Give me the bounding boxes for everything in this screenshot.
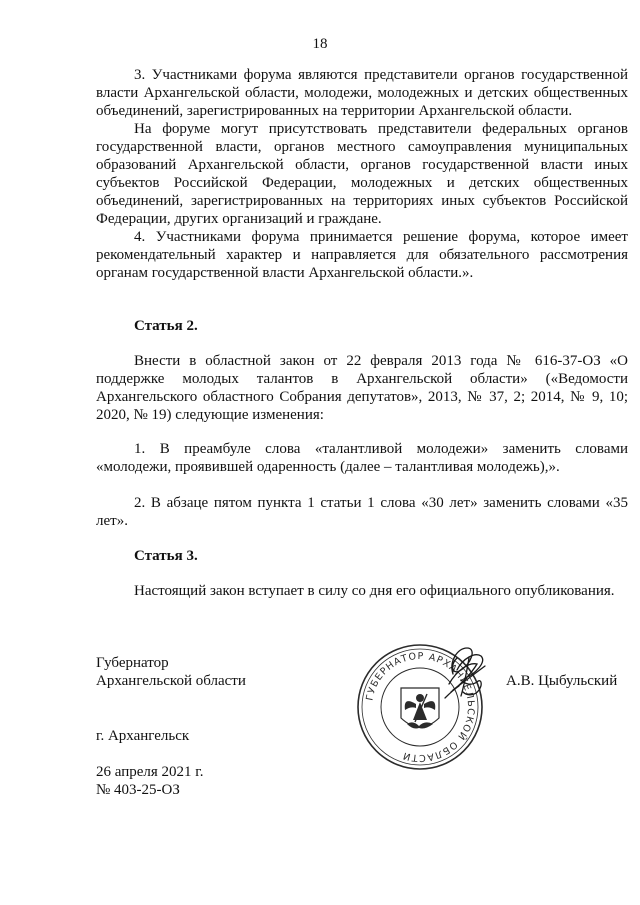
article-2-intro-text: Внести в областной закон от 22 февраля 2013 года № 616-37-ОЗ «О поддержке молодых талантов в Архангельской области» («Ведомости Архангельского областного Собрания депутатов», 2013, № 37, 2; 2014, № 9, 10; 2020, № 19) следующие изменения:	[96, 353, 628, 423]
signatory-position-line2: Архангельской области	[96, 673, 246, 689]
signatory-position-line1: Губернатор	[96, 655, 169, 671]
signing-date: 26 апреля 2021 г.	[96, 764, 204, 780]
seal-lettering: ГУБЕРНАТОР АРХАНГЕЛЬСКОЙ ОБЛАСТИ	[364, 650, 477, 764]
article-3-body	[96, 582, 628, 600]
forum-participants-section	[96, 66, 628, 282]
signing-city: г. Архангельск	[96, 728, 190, 744]
article-2-intro	[96, 352, 628, 424]
article-2-item-2-text: 2. В абзаце пятом пункта 1 статьи 1 слова «30 лет» заменить словами «35 лет».	[96, 495, 628, 529]
article-2-item-2	[96, 494, 628, 530]
signatory-name: А.В. Цыбульский	[506, 673, 618, 689]
paragraph-attendees: На форуме могут присутствовать представители федеральных органов государственной власти, органов местного самоуправления муниципальных образований Архангельской области, органов государственной власти иных субъектов Российской Федерации, молодежных и детских общественных объединений, зарегистрированных на территориях иных субъектов Российской Федерации, других организаций и граждане.	[96, 121, 628, 227]
paragraph-decision: 4. Участниками форума принимается решение форума, которое имеет рекомендательный характер и направляется для обязательного рассмотрения органам государственной власти Архангельской области.».	[96, 229, 628, 281]
page-number: 18	[312, 36, 328, 52]
official-seal-icon	[353, 640, 487, 774]
article-2-heading: Статья 2.	[134, 318, 198, 334]
article-2-item-1	[96, 440, 628, 476]
paragraph-participants: 3. Участниками форума являются представители органов государственной власти Архангельской области, молодежи, молодежных и детских общественных объединений, зарегистрированных на территории Архангельской области.	[96, 67, 628, 119]
law-number: № 403-25-ОЗ	[96, 782, 180, 798]
article-3-heading: Статья 3.	[134, 548, 198, 564]
article-3-text: Настоящий закон вступает в силу со дня его официального опубликования.	[134, 583, 615, 599]
coat-of-arms-icon	[401, 688, 439, 729]
article-2-item-1-text: 1. В преамбуле слова «талантливой молодежи» заменить словами «молодежи, проявившей одаренность (далее – талантливая молодежь),».	[96, 441, 628, 475]
